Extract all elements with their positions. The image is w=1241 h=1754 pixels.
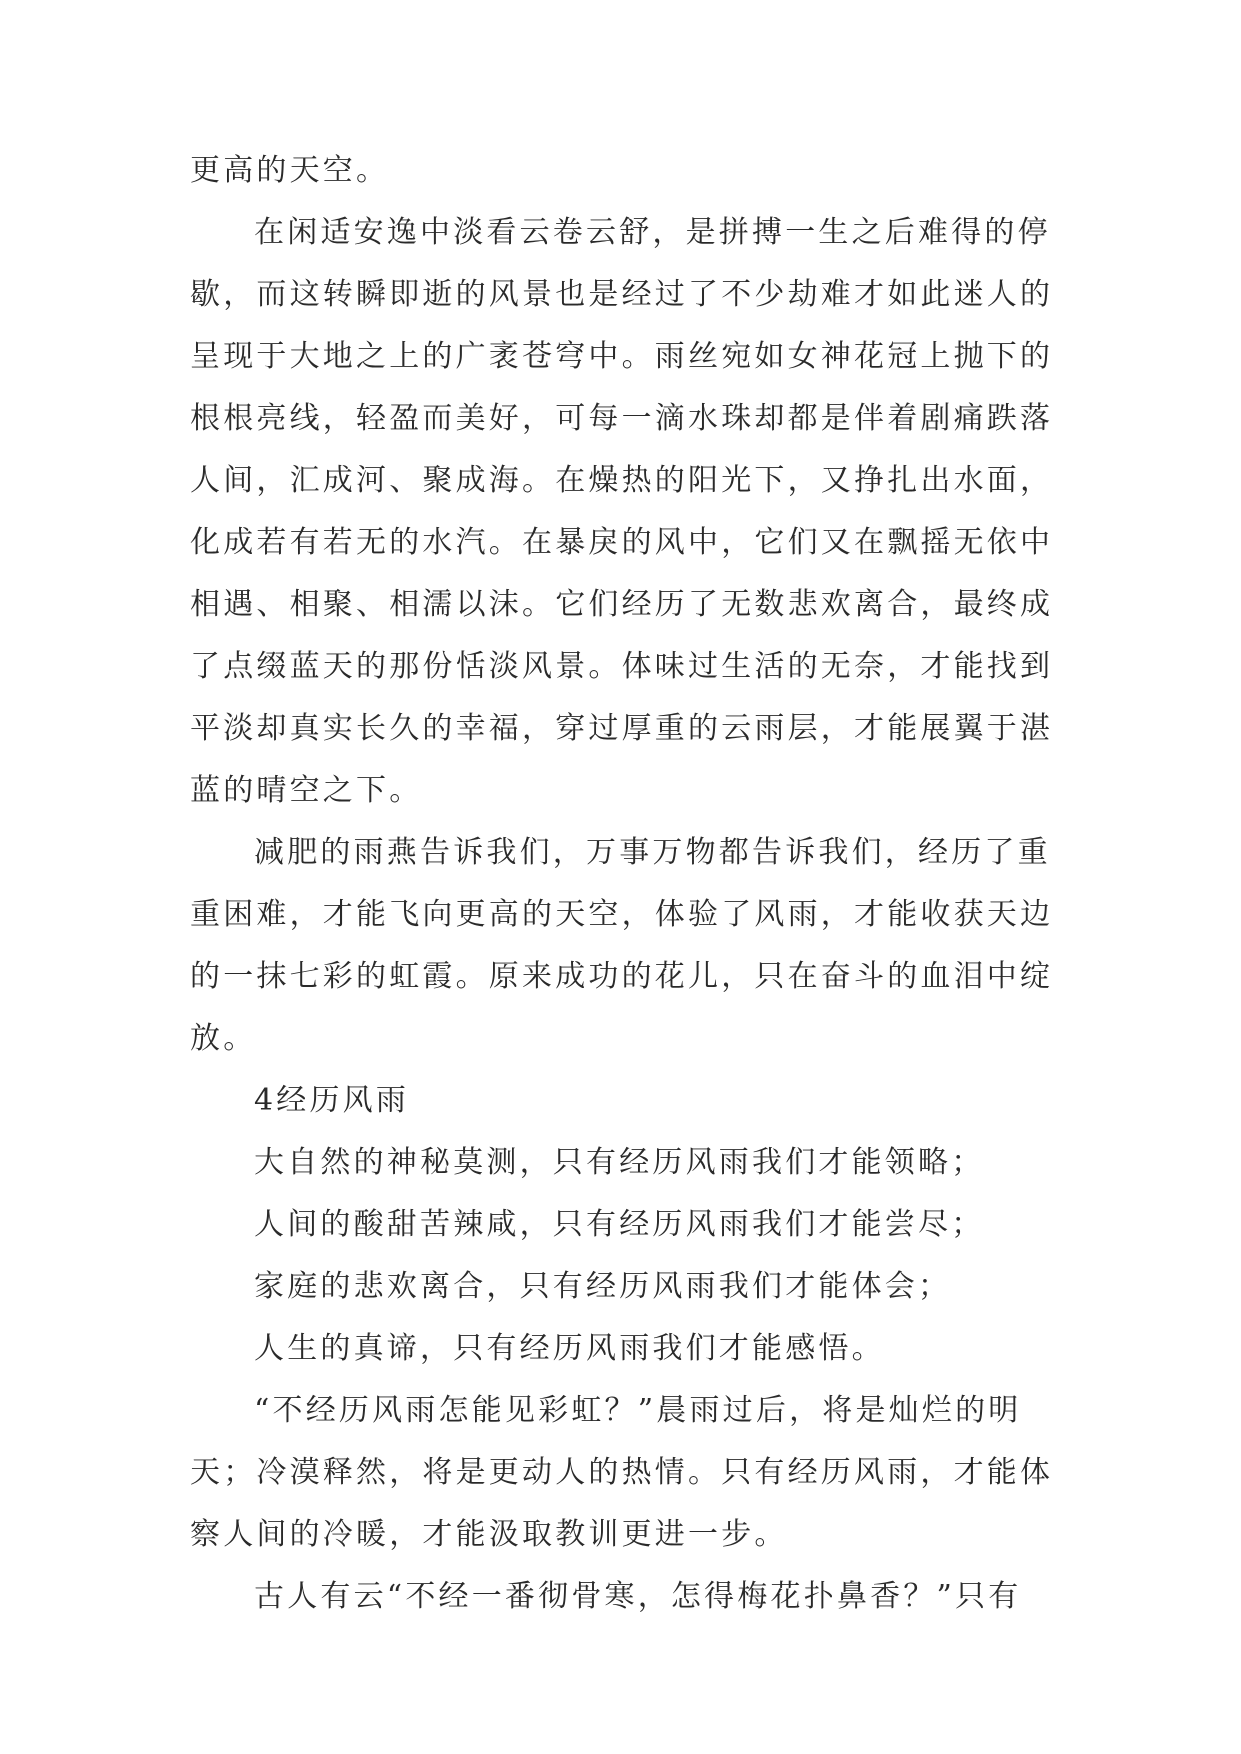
verse-line: 人生的真谛，只有经历风雨我们才能感悟。 xyxy=(254,1331,885,1366)
text-line: 相遇、相聚、相濡以沫。它们经历了无数悲欢离合，最终成 xyxy=(190,587,1054,622)
paragraph-start-line: “不经历风雨怎能见彩虹？”晨雨过后，将是灿烂的明 xyxy=(254,1393,1022,1428)
verse-line: 家庭的悲欢离合，只有经历风雨我们才能体会； xyxy=(254,1269,952,1304)
text-line: 的一抹七彩的虹霞。原来成功的花儿，只在奋斗的血泪中绽 xyxy=(190,959,1054,994)
text-line: 化成若有若无的水汽。在暴戾的风中，它们又在飘摇无依中 xyxy=(190,525,1054,560)
text-line: 根根亮线，轻盈而美好，可每一滴水珠却都是伴着剧痛跌落 xyxy=(190,401,1054,436)
verse-line: 人间的酸甜苦辣咸，只有经历风雨我们才能尝尽； xyxy=(254,1207,985,1242)
paragraph-start-line: 古人有云“不经一番彻骨寒，怎得梅花扑鼻香？”只有 xyxy=(254,1579,1022,1614)
document-body xyxy=(190,140,1054,1628)
text-line: 歇，而这转瞬即逝的风景也是经过了不少劫难才如此迷人的 xyxy=(190,277,1054,312)
text-line: 放。 xyxy=(190,1021,257,1056)
text-line: 蓝的晴空之下。 xyxy=(190,773,423,808)
verse-line: 大自然的神秘莫测，只有经历风雨我们才能领略； xyxy=(254,1145,985,1180)
paragraph-start-line: 在闲适安逸中淡看云卷云舒，是拼搏一生之后难得的停 xyxy=(254,215,1051,250)
text-line: 呈现于大地之上的广袤苍穹中。雨丝宛如女神花冠上抛下的 xyxy=(190,339,1054,374)
text-line: 天；冷漠释然，将是更动人的热情。只有经历风雨，才能体 xyxy=(190,1455,1054,1490)
text-line: 了点缀蓝天的那份恬淡风景。体味过生活的无奈，才能找到 xyxy=(190,649,1054,684)
section-heading: 4经历风雨 xyxy=(254,1083,410,1118)
text-line: 重困难，才能飞向更高的天空，体验了风雨，才能收获天边 xyxy=(190,897,1054,932)
text-line: 平淡却真实长久的幸福，穿过厚重的云雨层，才能展翼于湛 xyxy=(190,711,1054,746)
text-line: 更高的天空。 xyxy=(190,153,390,188)
text-line: 人间，汇成河、聚成海。在燥热的阳光下，又挣扎出水面， xyxy=(190,463,1054,498)
text-line: 察人间的冷暖，才能汲取教训更进一步。 xyxy=(190,1517,788,1552)
paragraph-start-line: 减肥的雨燕告诉我们，万事万物都告诉我们，经历了重 xyxy=(254,835,1051,870)
